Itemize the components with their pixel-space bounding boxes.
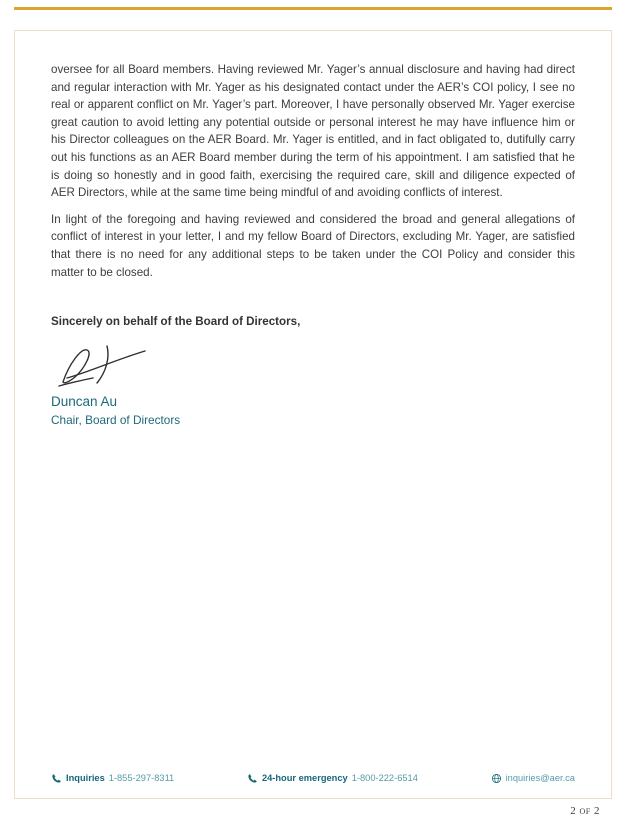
signer-name: Duncan Au — [51, 394, 118, 410]
top-accent-rule — [14, 7, 612, 10]
letter-page — [14, 30, 612, 799]
page-number: 2 of 2 — [570, 805, 600, 817]
closing-line: Sincerely on behalf of the Board of Directors, — [51, 315, 301, 329]
footer-email — [491, 772, 575, 784]
globe-icon — [491, 773, 502, 784]
signature-image — [53, 342, 575, 392]
phone-icon — [247, 773, 258, 784]
phone-icon — [51, 773, 62, 784]
letter-body — [51, 61, 575, 772]
paragraph-continuation: oversee for all Board members. Having reviewed Mr. Yager’s annual disclosure and having had direct and regular interaction with Mr. Yager as his designated contact under the AER’s COI policy, I see no real or apparent conflict on Mr. Yager’s part. Moreover, I have personally observed Mr. Yager exercise great caution to avoid letting any potential outside or personal interest he may have influence him or his Director colleagues on the AER Board. Mr. Yager is entitled, and in fact obligated to, dutifully carry out his functions as an AER Board member during the term of his appointment. I am satisfied that he is doing so honestly and in good faith, exercising the required care, skill and diligence expected of AER Directors, while at the same time being mindful of and avoiding conflicts of interest. — [51, 63, 575, 200]
inquiries-phone-link[interactable]: 1-855-297-8311 — [108, 773, 175, 783]
emergency-label: 24-hour emergency — [261, 773, 348, 783]
signer-title: Chair, Board of Directors — [51, 413, 181, 428]
footer-inquiries — [51, 772, 174, 784]
email-link[interactable]: inquiries@aer.ca — [505, 773, 575, 783]
paragraph-conclusion: In light of the foregoing and having reviewed and considered the broad and general allegations of conflict of interest in your letter, I and my fellow Board of Directors, excluding Mr. Yager, are satisfied that there is no need for any additional steps to be taken under the COI Policy and consider this matter to be closed. — [51, 212, 575, 279]
page-footer — [51, 772, 575, 784]
inquiries-label: Inquiries — [66, 773, 105, 783]
emergency-phone-link[interactable]: 1-800-222-6514 — [351, 773, 418, 783]
footer-emergency — [247, 772, 418, 784]
